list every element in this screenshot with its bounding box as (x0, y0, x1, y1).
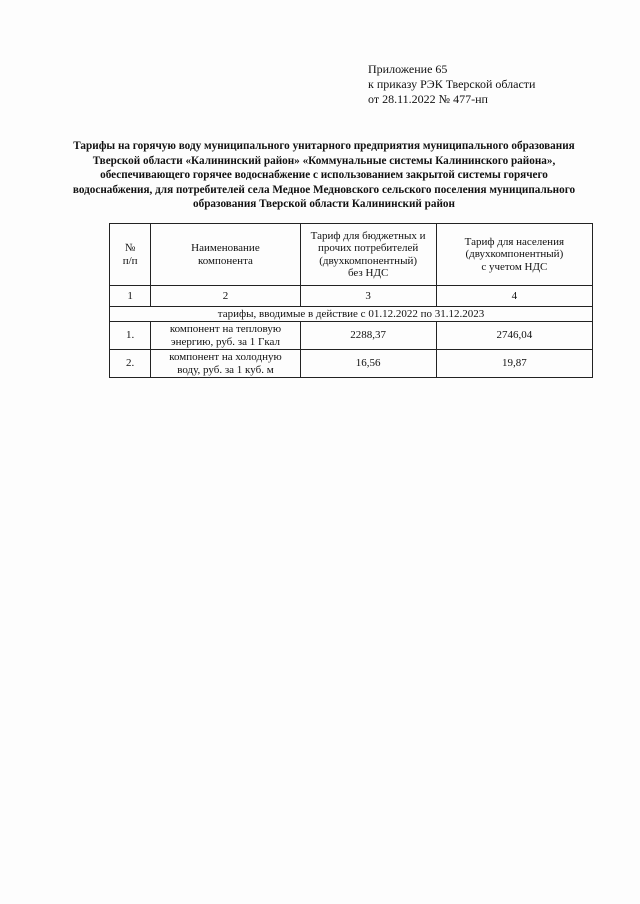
header-budget-tariff (300, 224, 436, 286)
component-name-line: воду, руб. за 1 куб. м (177, 363, 274, 376)
row-budget-tariff: 2288,37 (300, 322, 436, 350)
header-number-line: № (124, 242, 136, 254)
table-header-row (110, 224, 593, 286)
column-number: 3 (300, 286, 436, 307)
component-name-line: компонент на тепловую (169, 323, 282, 335)
row-number: 2. (110, 350, 151, 378)
period-row (110, 307, 593, 322)
header-budget-line: (двухкомпонентный) (319, 254, 418, 267)
table-row (110, 322, 593, 350)
document-title (70, 139, 578, 212)
row-component-name (151, 350, 300, 378)
header-name-line: компонента (197, 254, 253, 267)
title-line-1: Тарифы на горячую воду муниципального унитарного предприятия муниципального образования (73, 140, 575, 152)
title-line-4: водоснабжения, для потребителей села Медное Медновского сельского поселения муниципального (72, 183, 576, 196)
component-name-line: энергию, руб. за 1 Гкал (170, 335, 281, 348)
appendix-number: Приложение 65 (368, 62, 448, 76)
header-number-line: п/п (122, 254, 138, 267)
title-line-2: Тверской области «Калининский район» «Коммунальные системы Калининского района», (92, 154, 556, 167)
row-population-tariff: 2746,04 (436, 322, 592, 350)
appendix-order: к приказу РЭК Тверской области (368, 77, 536, 91)
column-number-row (110, 286, 593, 307)
row-component-name (151, 322, 300, 350)
header-population-line: Тариф для населения (464, 235, 565, 248)
header-population-line: (двухкомпонентный) (465, 248, 564, 261)
row-budget-tariff: 16,56 (300, 350, 436, 378)
appendix-date: от 28.11.2022 № 477-нп (368, 92, 488, 106)
column-number: 2 (151, 286, 300, 307)
title-line-3: обеспечивающего горячее водоснабжение с использованием закрытой системы горячего (100, 169, 548, 181)
header-name-line: Наименование (191, 242, 260, 254)
header-population-line: с учетом НДС (481, 260, 548, 273)
table-row (110, 350, 593, 378)
header-budget-line: без НДС (347, 267, 389, 279)
row-number: 1. (110, 322, 151, 350)
component-name-line: компонент на холодную (169, 351, 282, 363)
header-component-name (151, 224, 300, 286)
appendix-reference (368, 62, 535, 107)
header-number (110, 224, 151, 286)
tariff-table (109, 223, 593, 378)
row-population-tariff: 19,87 (436, 350, 592, 378)
column-number: 4 (436, 286, 592, 307)
header-population-tariff (436, 224, 592, 286)
header-budget-line: Тариф для бюджетных и (310, 229, 426, 242)
title-line-5: образования Тверской области Калининский район (193, 198, 455, 210)
column-number: 1 (110, 286, 151, 307)
tariff-period: тарифы, вводимые в действие с 01.12.2022 по 31.12.2023 (110, 307, 593, 322)
header-budget-line: прочих потребителей (317, 242, 419, 254)
